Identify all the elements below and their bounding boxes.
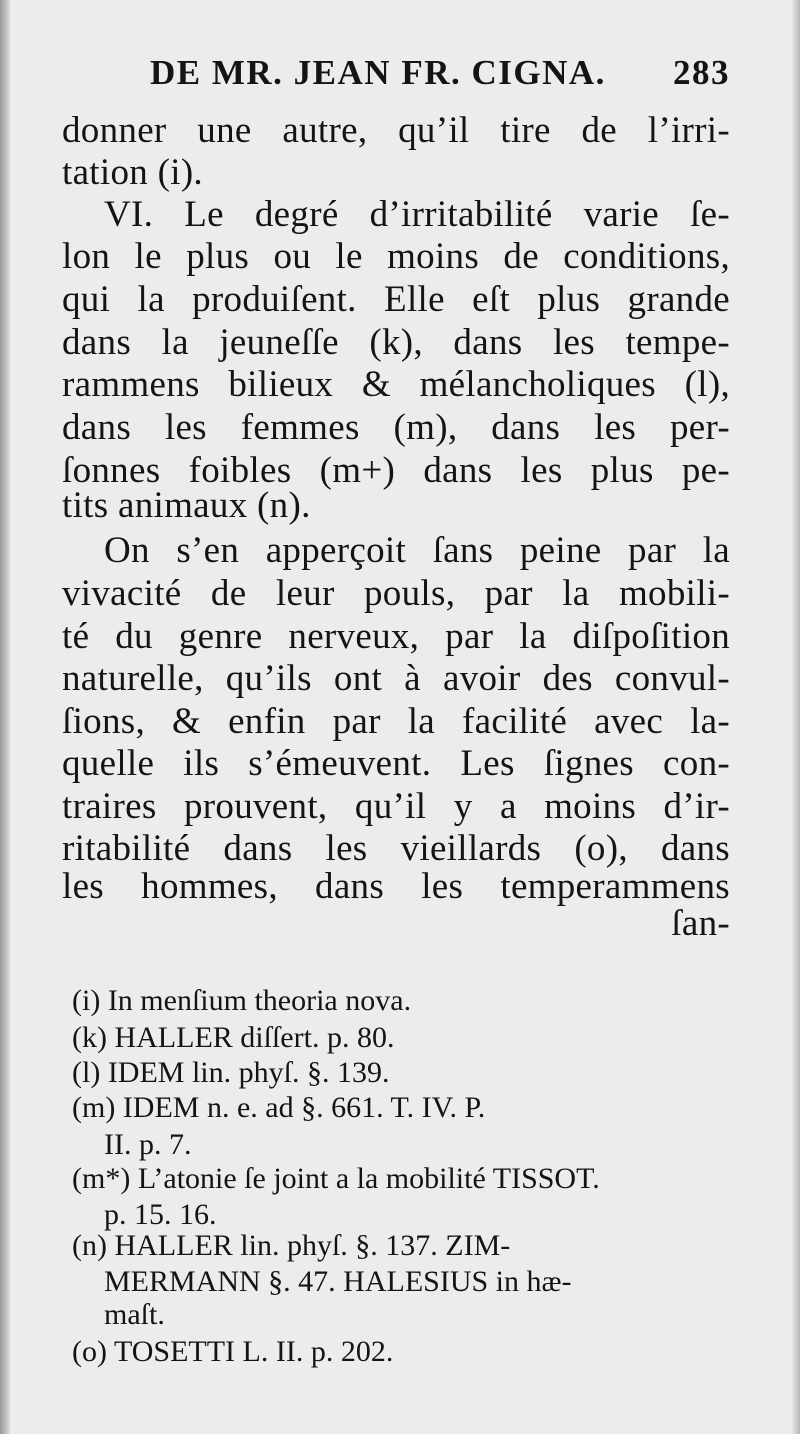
- body-line: vivacité de leur pouls, par la mobili-: [62, 573, 730, 614]
- footnote: (k) HALLER diſſert. p. 80.: [72, 1021, 395, 1054]
- footnote: (m) IDEM n. e. ad §. 661. T. IV. P.: [72, 1091, 486, 1124]
- footnote: (i) In menſium theoria nova.: [72, 984, 412, 1017]
- body-line: les hommes, dans les temperammens: [62, 866, 730, 907]
- body-line: dans les femmes (m), dans les per-: [62, 407, 730, 448]
- body-line: rammens bilieux & mélancholiques (l),: [62, 364, 730, 405]
- body-line: naturelle, qu’ils ont à avoir des convul-: [62, 658, 730, 699]
- body-line: VI. Le degré d’irritabilité varie ſe-: [104, 194, 730, 235]
- body-line: tits animaux (n).: [62, 485, 311, 526]
- body-line: quelle ils s’émeuvent. Les ſignes con-: [62, 743, 730, 784]
- footnote: (l) IDEM lin. phyſ. §. 139.: [72, 1056, 390, 1089]
- footnote-continuation: MERMANN §. 47. HALESIUS in hæ-: [104, 1265, 572, 1298]
- page-number: 283: [673, 53, 730, 92]
- body-line: On s’en apperçoit ſans peine par la: [104, 530, 730, 571]
- running-title: DE MR. JEAN FR. CIGNA.: [150, 53, 606, 92]
- body-line: qui la produiſent. Elle eſt plus grande: [62, 279, 730, 320]
- footnote: (n) HALLER lin. phyſ. §. 137. ZIM-: [72, 1229, 511, 1262]
- body-line: ritabilité dans les vieillards (o), dans: [62, 828, 730, 869]
- body-line: dans la jeuneſſe (k), dans les tempe-: [62, 322, 730, 363]
- body-line: traires prouvent, qu’il y a moins d’ir-: [62, 786, 730, 827]
- footnote: (o) TOSETTI L. II. p. 202.: [72, 1335, 394, 1368]
- body-line: lon le plus ou le moins de conditions,: [62, 236, 730, 277]
- running-header: [150, 50, 730, 96]
- footnote-continuation: maſt.: [104, 1298, 165, 1331]
- body-line: tation (i).: [62, 152, 203, 193]
- body-line: té du genre nerveux, par la diſpoſition: [62, 616, 730, 657]
- catchword: ſan-: [671, 903, 730, 944]
- body-line: donner une autre, qu’il tire de l’irri-: [62, 110, 730, 151]
- footnote: (m*) L’atonie ſe joint a la mobilité TISSOT.: [72, 1162, 600, 1195]
- footnote-continuation: II. p. 7.: [104, 1128, 192, 1161]
- body-line: ſions, & enfin par la facilité avec la-: [62, 701, 730, 742]
- footnote-continuation: p. 15. 16.: [104, 1198, 217, 1231]
- body-line: ſonnes foibles (m+) dans les plus pe-: [62, 450, 730, 491]
